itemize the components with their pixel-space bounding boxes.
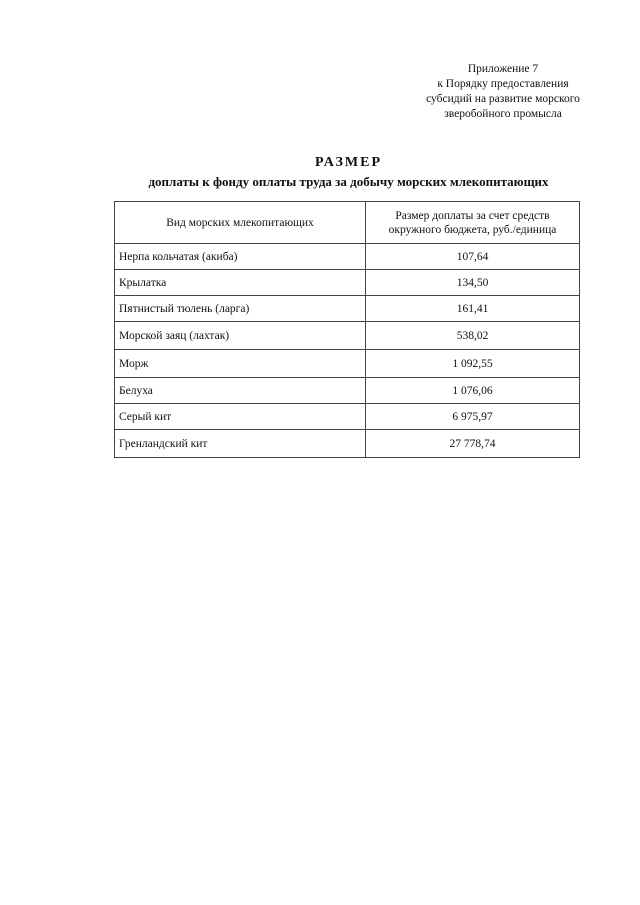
table-row [115, 296, 580, 322]
rate-cell: 538,02 [366, 322, 580, 350]
rate-cell: 134,50 [366, 270, 580, 296]
table-header-row [115, 202, 580, 244]
table-row [115, 430, 580, 458]
appendix-line: к Порядку предоставления [437, 78, 569, 90]
rate-cell: 27 778,74 [366, 430, 580, 458]
table-row [115, 244, 580, 270]
table-row [115, 270, 580, 296]
rate-cell: 1 076,06 [366, 378, 580, 404]
species-cell: Пятнистый тюлень (ларга) [115, 296, 366, 322]
document-subtitle: доплаты к фонду оплаты труда за добычу морских млекопитающих [148, 174, 549, 189]
table-row [115, 322, 580, 350]
rate-cell: 1 092,55 [366, 350, 580, 378]
table-row [115, 350, 580, 378]
rate-cell: 6 975,97 [366, 404, 580, 430]
rate-cell: 107,64 [366, 244, 580, 270]
table-row [115, 404, 580, 430]
species-cell: Гренландский кит [115, 430, 366, 458]
column-header-rate: Размер доплаты за счет средств окружного бюджета, руб./единица [366, 202, 580, 244]
rate-cell: 161,41 [366, 296, 580, 322]
species-cell: Морской заяц (лахтак) [115, 322, 366, 350]
species-cell: Крылатка [115, 270, 366, 296]
appendix-line: зверобойного промысла [444, 108, 562, 120]
rates-table [114, 201, 580, 458]
species-cell: Белуха [115, 378, 366, 404]
species-cell: Морж [115, 350, 366, 378]
column-header-species: Вид морских млекопитающих [115, 202, 366, 244]
species-cell: Серый кит [115, 404, 366, 430]
species-cell: Нерпа кольчатая (акиба) [115, 244, 366, 270]
table-row [115, 378, 580, 404]
appendix-note [398, 62, 608, 122]
appendix-line: Приложение 7 [467, 63, 539, 75]
appendix-line: субсидий на развитие морского [426, 93, 580, 105]
document-title: РАЗМЕР [314, 155, 382, 170]
